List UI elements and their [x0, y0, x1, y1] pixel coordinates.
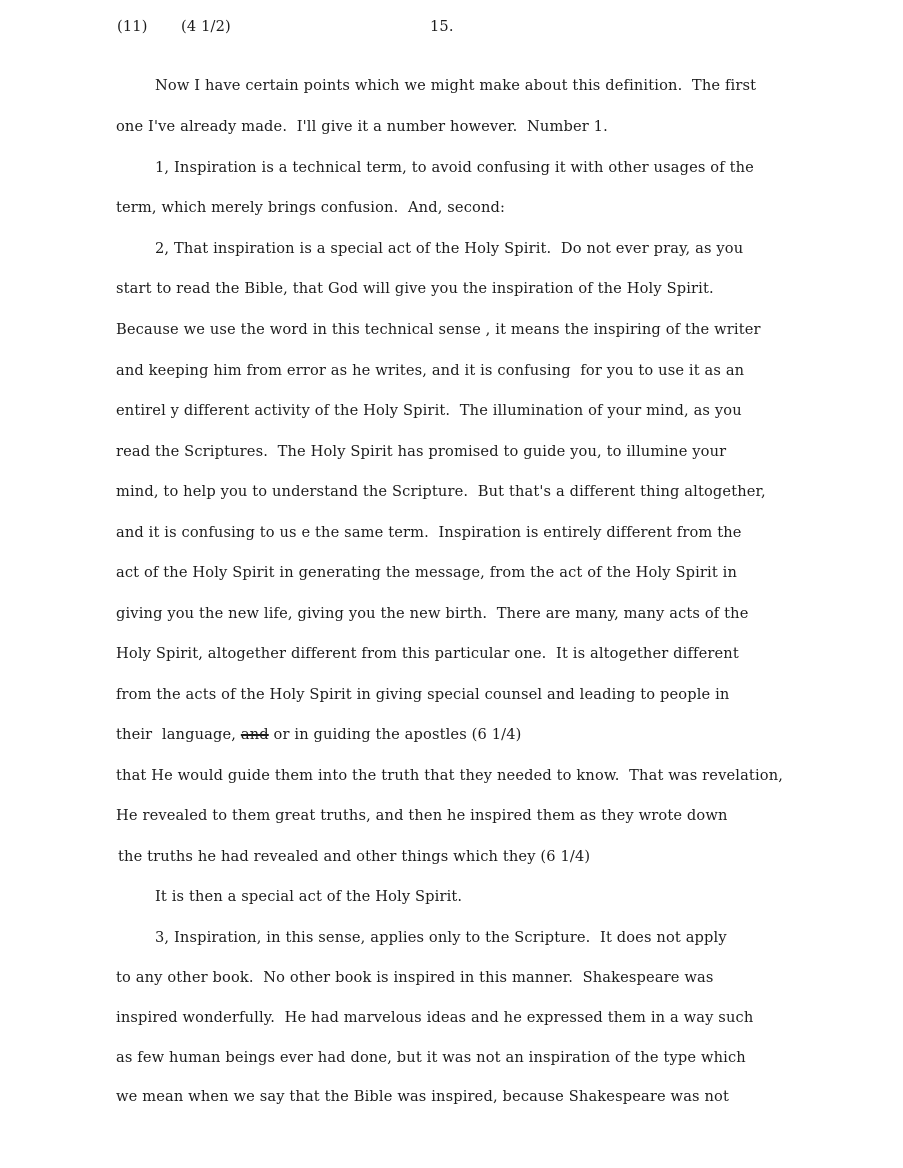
- text-line: and keeping him from error as he writes, and it is confusing for you to use it as an: [116, 362, 745, 379]
- struck-word: and: [240, 726, 269, 743]
- text-line: the truths he had revealed and other things which they (6 1/4): [118, 848, 591, 865]
- text-line: He revealed to them great truths, and then he inspired them as they wrote down: [116, 807, 728, 824]
- text-segment: or in guiding the apostles (6 1/4): [268, 726, 522, 743]
- text-line: Because we use the word in this technical sense , it means the inspiring of the writer: [116, 321, 761, 338]
- text-line: 3, Inspiration, in this sense, applies only to the Scripture. It does not apply: [155, 929, 727, 946]
- text-line: to any other book. No other book is inspired in this manner. Shakespeare was: [116, 969, 714, 986]
- header-ref-2: (4 1/2): [181, 18, 231, 35]
- text-line: entirel y different activity of the Holy Spirit. The illumination of your mind, as you: [116, 402, 742, 419]
- text-line: one I've already made. I'll give it a number however. Number 1.: [116, 118, 608, 135]
- text-line: from the acts of the Holy Spirit in giving special counsel and leading to people in: [116, 686, 730, 703]
- page-number: 15.: [430, 18, 454, 35]
- text-line: mind, to help you to understand the Scripture. But that's a different thing altogether,: [116, 483, 766, 500]
- text-line: term, which merely brings confusion. And, second:: [116, 199, 506, 216]
- text-line: as few human beings ever had done, but it was not an inspiration of the type which: [116, 1049, 746, 1066]
- text-line: read the Scriptures. The Holy Spirit has promised to guide you, to illumine your: [116, 443, 727, 460]
- text-line-with-strikeout: [116, 725, 522, 745]
- text-line: we mean when we say that the Bible was inspired, because Shakespeare was not: [116, 1088, 729, 1105]
- text-line: Now I have certain points which we might make about this definition. The first: [155, 77, 757, 94]
- text-line: start to read the Bible, that God will give you the inspiration of the Holy Spirit.: [116, 280, 714, 297]
- text-line: Holy Spirit, altogether different from this particular one. It is altogether different: [116, 645, 739, 662]
- text-line: It is then a special act of the Holy Spirit.: [155, 888, 463, 905]
- text-line: 1, Inspiration is a technical term, to avoid confusing it with other usages of the: [155, 159, 754, 176]
- text-line: that He would guide them into the truth that they needed to know. That was revelation,: [116, 767, 784, 784]
- text-line: giving you the new life, giving you the new birth. There are many, many acts of the: [116, 605, 749, 622]
- text-segment: their language,: [116, 726, 241, 743]
- text-line: and it is confusing to us e the same term. Inspiration is entirely different from the: [116, 524, 742, 541]
- text-line: 2, That inspiration is a special act of the Holy Spirit. Do not ever pray, as you: [155, 240, 744, 257]
- text-line: inspired wonderfully. He had marvelous ideas and he expressed them in a way such: [116, 1009, 754, 1026]
- header-ref-1: (11): [117, 18, 148, 35]
- text-line: act of the Holy Spirit in generating the message, from the act of the Holy Spirit in: [116, 564, 738, 581]
